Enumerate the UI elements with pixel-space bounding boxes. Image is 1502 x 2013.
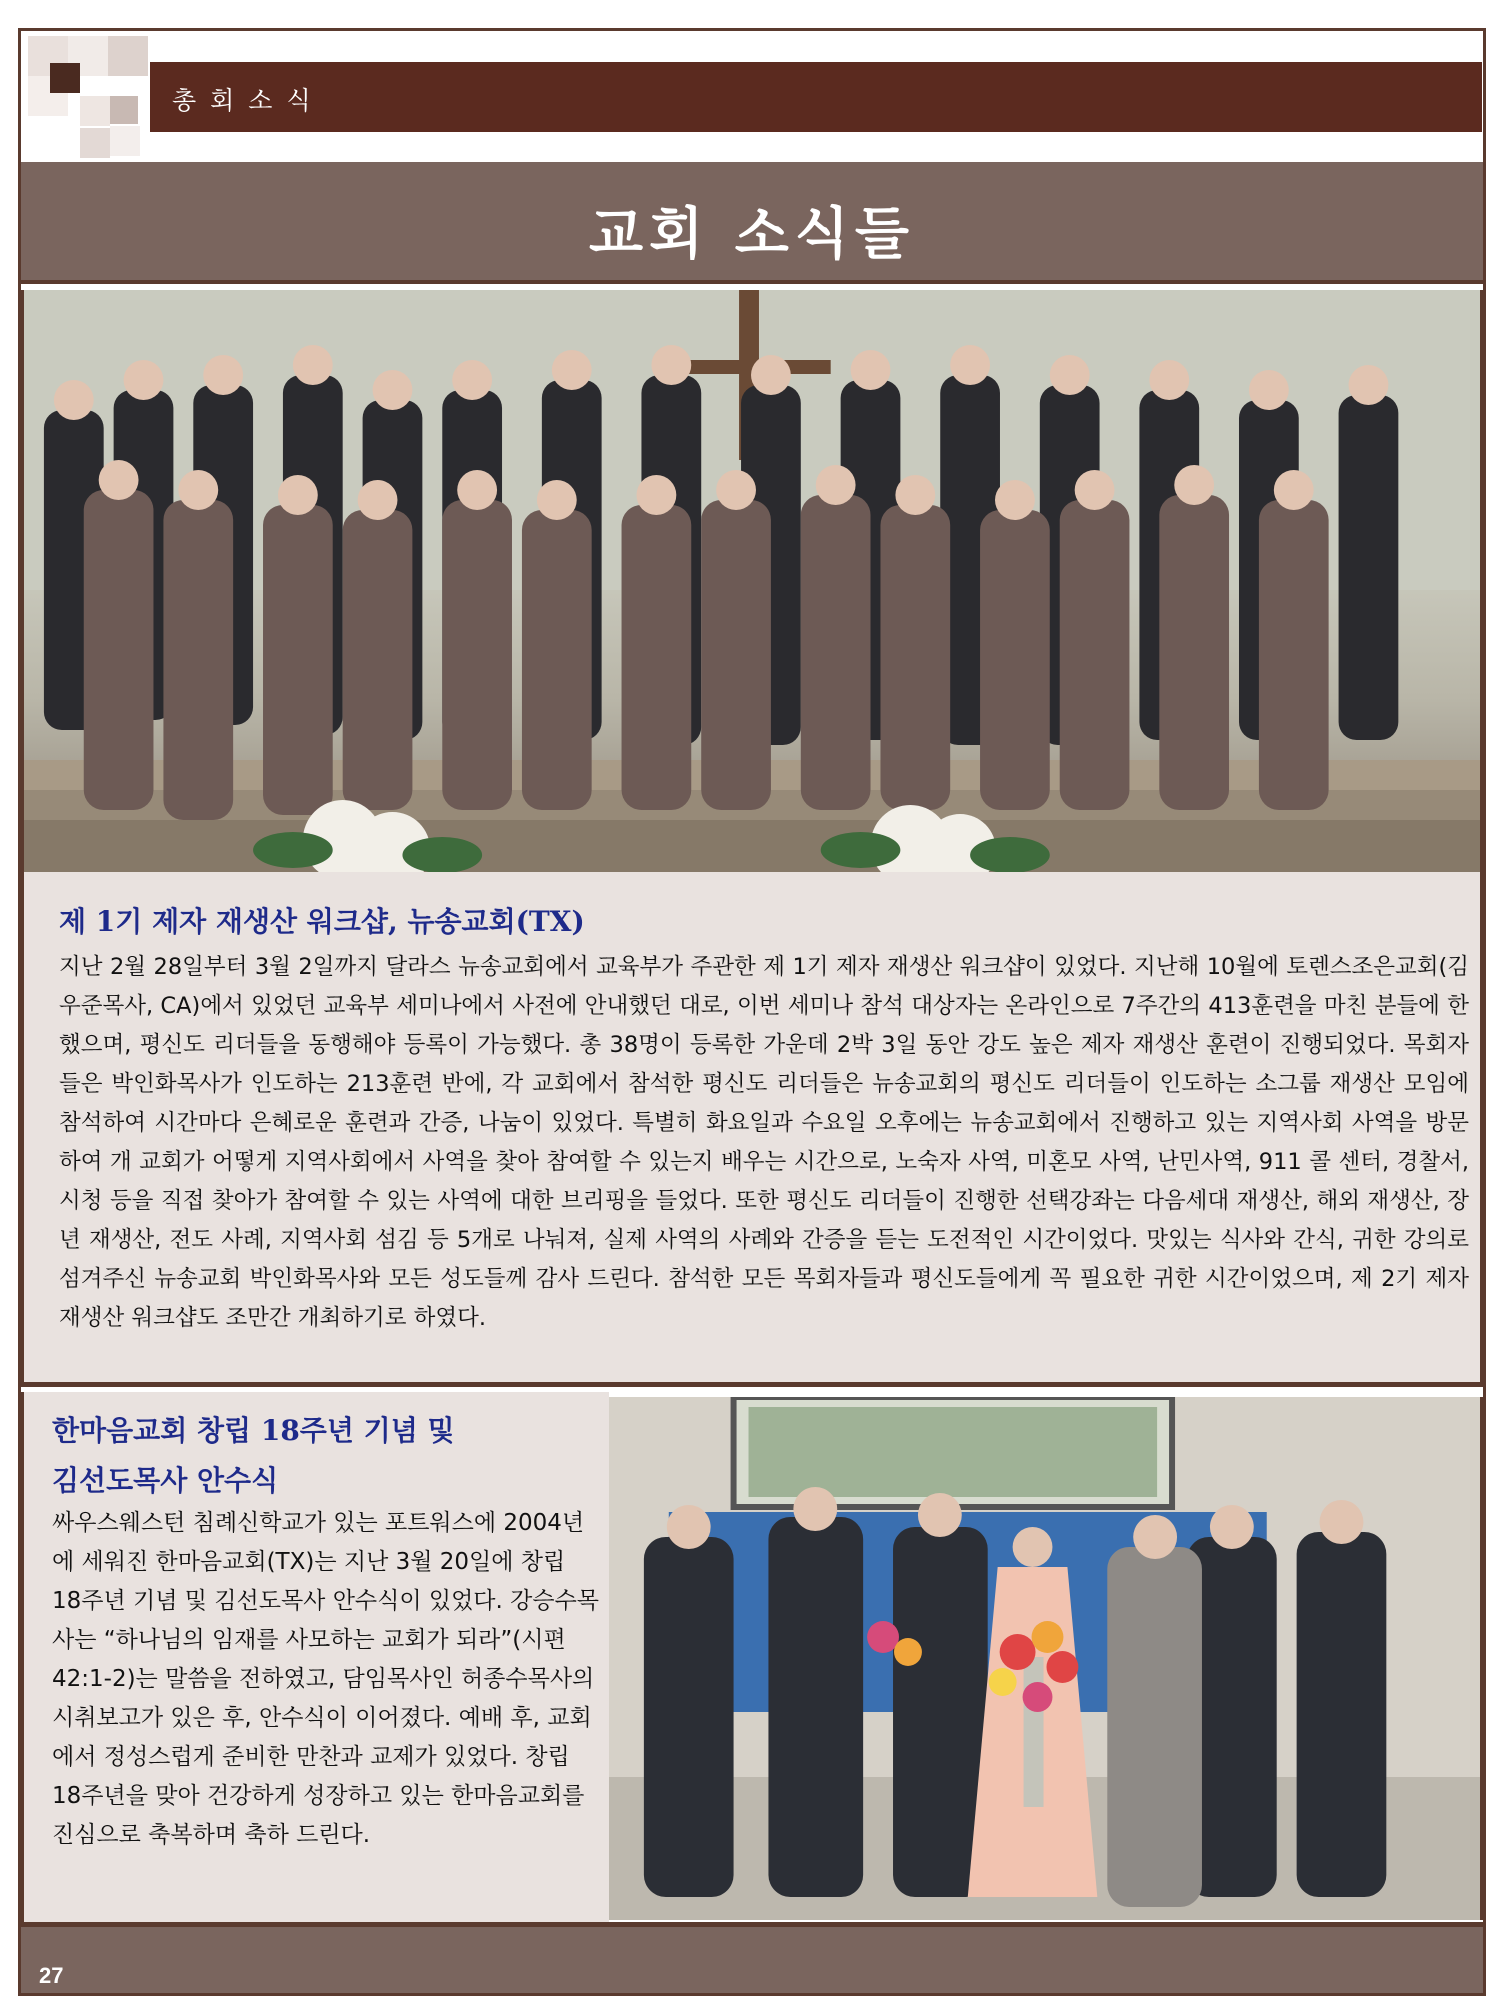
decor-square [108,36,148,76]
decor-square [50,63,80,93]
article-workshop [21,872,1483,1387]
title-bar [21,162,1483,284]
article-anniversary [21,1392,609,1922]
decor-square [110,96,138,124]
article-body: 싸우스웨스턴 침례신학교가 있는 포트워스에 2004년에 세워진 한마음교회(TX)는 지난 3월 20일에 창립 18주년 기념 및 김선도목사 안수식이 있었다. 강승수목사는 “하나님의 임재를 사모하는 교회가 되라”(시편42:1-2)는 말씀을 전하였고, 담임목사인 허종수목사의 시취보고가 있은 후, 안수식이 이어졌다. 예배 후, 교회에서 정성스럽게 준비한 만찬과 교제가 있었다. 창립 18주년을 맞아 건강하게 성장하고 있는 한마음교회를 진심으로 축복하며 축하 드린다. [52,1510,600,1848]
page-number: 27 [39,1963,64,1988]
article-headline: 제 1기 제자 재생산 워크샵, 뉴송교회(TX) [59,905,585,938]
page-title: 교회 소식들 [589,202,915,267]
decor-square [80,128,110,158]
article-body: 지난 2월 28일부터 3월 2일까지 달라스 뉴송교회에서 교육부가 주관한 제 1기 제자 재생산 워크샵이 있었다. 지난해 10월에 토렌스조은교회(김우준목사, CA)에서 있었던 교육부 세미나에서 사전에 안내했던 대로, 이번 세미나 참석 대상자는 온라인으로 7주간의 413훈련을 마친 분들에 한했으며, 평신도 리더들을 동행해야 등록이 가능했다. 총 38명이 등록한 가운데 2박 3일 동안 강도 높은 제자 재생산 훈련이 진행되었다. 목회자들은 박인화목사가 인도하는 213훈련 반에, 각 교회에서 참석한 평신도 리더들은 뉴송교회의 평신도 리더들이 인도하는 소그룹 재생산 모임에 참석하여 시간마다 은혜로운 훈련과 간증, 나눔이 있었다. 특별히 화요일과 수요일 오후에는 뉴송교회에서 진행하고 있는 지역사회 사역을 방문하여 개 교회가 어떻게 지역사회에서 사역을 찾아 참여할 수 있는지 배우는 시간으로, 노숙자 사역, 미혼모 사역, 난민사역, 911 콜 센터, 경찰서, 시청 등을 직접 찾아가 참여할 수 있는 사역에 대한 브리핑을 들었다. 또한 평신도 리더들이 진행한 선택강좌는 다음세대 재생산, 해외 재생산, 장년 재생산, 전도 사례, 지역사회 섬김 등 5개로 나눠져, 실제 사역의 사례와 간증을 듣는 도전적인 시간이었다. 맛있는 식사와 간식, 귀한 강의로 섬겨주신 뉴송교회 박인화목사와 모든 성도들께 감사 드린다. 참석한 모든 목회자들과 평신도들에게 꼭 필요한 귀한 시간이었으며, 제 2기 제자 재생산 워크샵도 조만간 개최하기로 하였다. [59,954,1469,1331]
article-headline [52,1406,592,1506]
decor-square [80,96,110,126]
decor-square [110,126,140,156]
headline-line: 한마음교회 창립 18주년 기념 및 [52,1414,455,1447]
ordination-photo [609,1397,1483,1920]
group-photo-image [24,290,1480,872]
section-label: 총회소식 [172,86,325,115]
headline-line: 김선도목사 안수식 [52,1464,279,1497]
page-footer [21,1922,1483,1993]
section-band [150,62,1482,132]
group-photo [21,290,1483,872]
ordination-photo-image [609,1397,1480,1920]
